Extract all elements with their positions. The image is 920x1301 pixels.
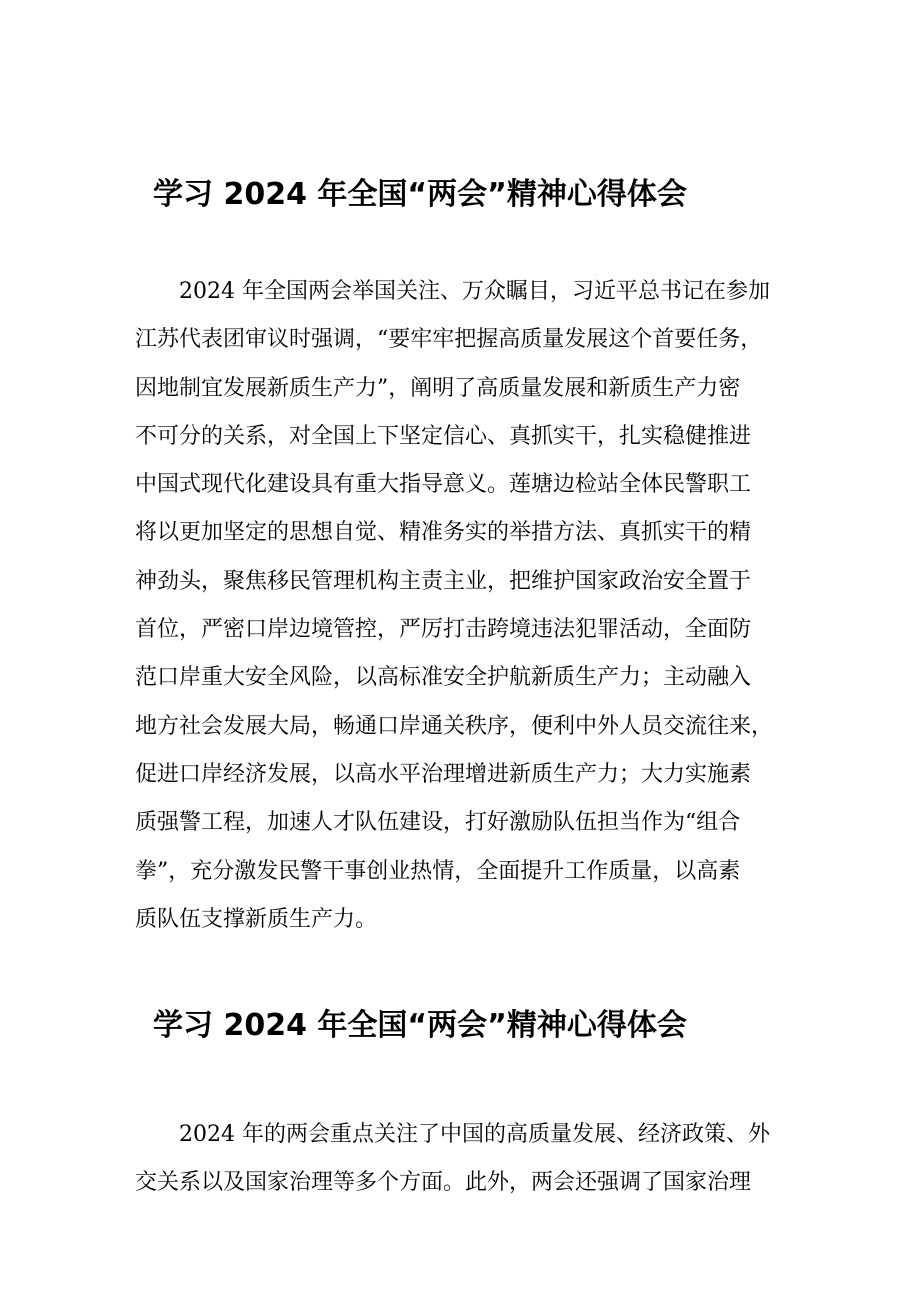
paragraph-line: 2024 年的两会重点关注了中国的高质量发展、经济政策、外 (179, 1122, 770, 1147)
article-title: 学习 2024 年全国“两会”精神心得体会 (153, 1008, 687, 1043)
paragraph-line: 促进口岸经济发展，以高水平治理增进新质生产力；大力实施素 (135, 761, 752, 787)
paragraph-line: 不可分的关系，对全国上下坚定信心、真抓实干，扎实稳健推进 (135, 423, 752, 449)
paragraph-line: 拳”，充分激发民警干事创业热情，全面提升工作质量，以高素 (135, 858, 741, 884)
paragraph-line: 神劲头，聚焦移民管理机构主责主业，把维护国家政治安全置于 (135, 568, 752, 594)
paragraph-line: 质强警工程，加速人才队伍建设，打好激励队伍担当作为“组合 (135, 810, 741, 836)
paragraph-line: 交关系以及国家治理等多个方面。此外，两会还强调了国家治理 (135, 1170, 752, 1196)
paragraph-line: 2024 年全国两会举国关注、万众瞩目，习近平总书记在参加 (179, 279, 770, 304)
paragraph-line: 范口岸重大安全风险，以高标准安全护航新质生产力；主动融入 (135, 665, 752, 691)
paragraph-line: 质队伍支撑新质生产力。 (135, 906, 378, 932)
paragraph-line: 中国式现代化建设具有重大指导意义。莲塘边检站全体民警职工 (135, 472, 752, 498)
paragraph-line: 因地制宜发展新质生产力”，阐明了高质量发展和新质生产力密 (135, 375, 741, 401)
article-title: 学习 2024 年全国“两会”精神心得体会 (153, 177, 687, 212)
paragraph-line: 地方社会发展大局，畅通口岸通关秩序，便利中外人员交流往来， (135, 713, 774, 739)
paragraph-line: 江苏代表团审议时强调，“要牢牢把握高质量发展这个首要任务， (135, 327, 763, 353)
paragraph-line: 将以更加坚定的思想自觉、精准务实的举措方法、真抓实干的精 (135, 520, 752, 546)
paragraph-line: 首位，严密口岸边境管控，严厉打击跨境违法犯罪活动，全面防 (135, 617, 752, 643)
article-paragraph (135, 268, 800, 944)
article-paragraph (135, 1111, 800, 1208)
